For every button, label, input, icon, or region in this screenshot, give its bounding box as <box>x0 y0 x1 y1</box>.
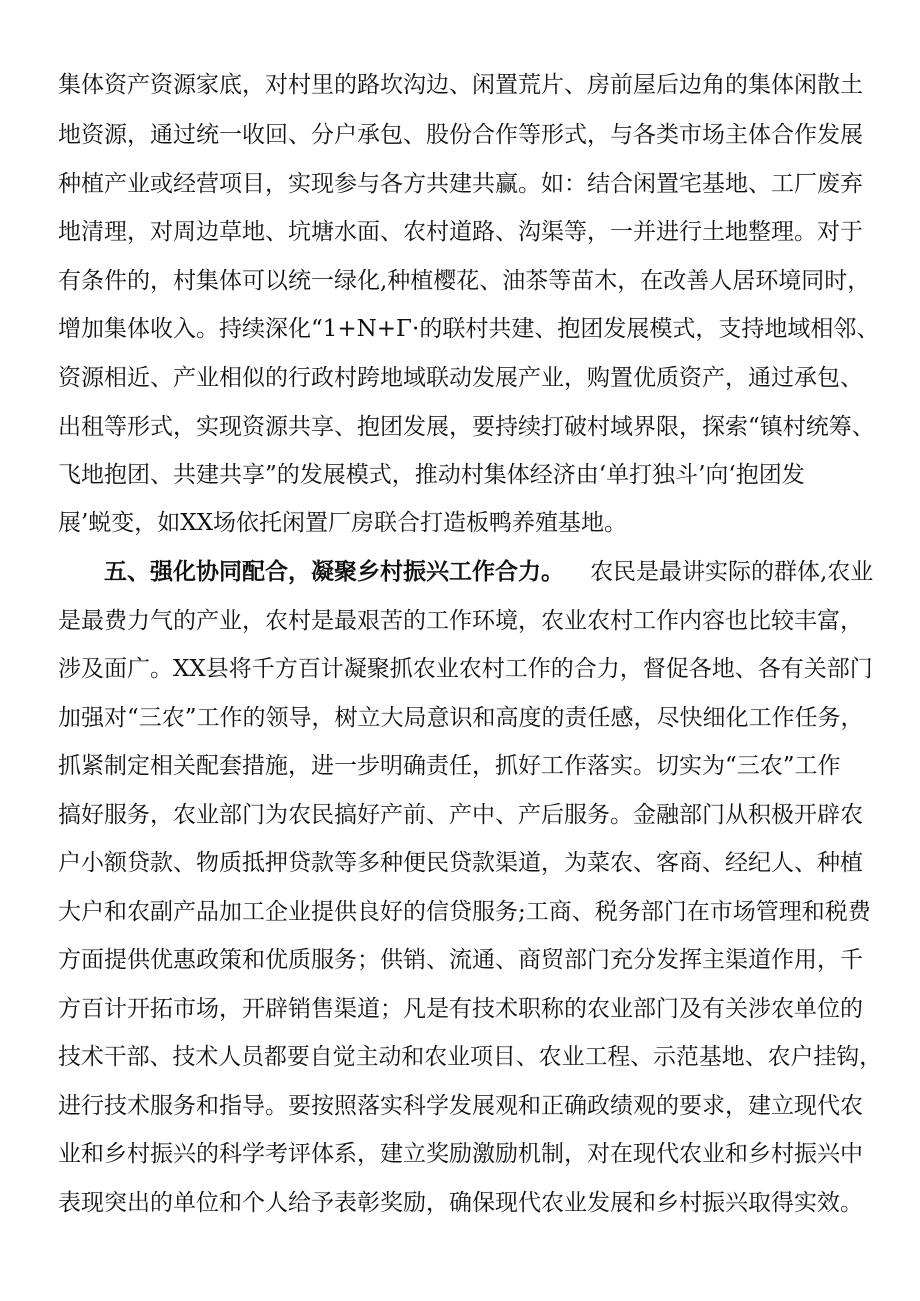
text-line-content: 涉及面广。XX县将千方百计凝聚抓农业农村工作的合力，督促各地、各有关部门 <box>58 656 873 682</box>
text-line <box>0 61 920 109</box>
text-line-content: 有条件的，村集体可以统一绿化,种植樱花、油茶等苗木，在改善人居环境同时， <box>58 268 871 294</box>
text-line <box>0 936 920 984</box>
text-line <box>0 160 920 208</box>
text-line-content: 增加集体收入。持续深化“1+N+Γ·的联村共建、抱团发展模式，支持地域相邻、 <box>58 316 880 342</box>
text-line <box>0 111 920 159</box>
text-line-content: 农民是最讲实际的群体,农业 <box>590 559 874 585</box>
text-line <box>0 1082 920 1130</box>
text-line-content: 展’蜕变，如XX场依托闲置厂房联合打造板鸭养殖基地。 <box>58 510 628 536</box>
text-line-content: 地资源，通过统一收回、分户承包、股份合作等形式，与各类市场主体合作发展 <box>58 122 863 148</box>
text-line-content: 地清理，对周边草地、坑塘水面、农村道路、沟渠等，一并进行土地整理。对于 <box>58 219 863 245</box>
text-line-content: 进行技术服务和指导。要按照落实科学发展观和正确政绩观的要求，建立现代农 <box>58 1093 863 1119</box>
section-heading: 五、强化协同配合，凝聚乡村振兴工作合力。 <box>104 558 564 585</box>
text-line-content: 业和乡村振兴的科学考评体系，建立奖励激励机制，对在现代农业和乡村振兴中 <box>58 1141 863 1167</box>
text-line <box>0 499 920 547</box>
text-line-content: 飞地抱团、共建共享”的发展模式，推动村集体经济由‘单打独斗’向‘抱团发 <box>58 462 805 488</box>
text-line <box>0 451 920 499</box>
text-line <box>0 888 920 936</box>
text-line <box>0 694 920 742</box>
text-line-content: 种植产业或经营项目，实现参与各方共建共赢。如：结合闲置宅基地、工厂废弃 <box>58 171 863 197</box>
text-line <box>0 354 920 402</box>
text-line <box>0 208 920 256</box>
text-line <box>0 742 920 790</box>
text-line-content: 方百计开拓市场，开辟销售渠道；凡是有技术职称的农业部门及有关涉农单位的 <box>58 996 863 1022</box>
text-line-content: 是最费力气的产业，农村是最艰苦的工作环境，农业农村工作内容也比较丰富， <box>58 608 863 634</box>
text-line-content: 资源相近、产业相似的行政村跨地域联动发展产业，购置优质资产，通过承包、 <box>58 365 863 391</box>
text-line <box>0 1179 920 1227</box>
text-line-content: 技术干部、技术人员都要自觉主动和农业项目、农业工程、示范基地、农户挂钩， <box>58 1044 883 1070</box>
text-line-content: 方面提供优惠政策和优质服务；供销、流通、商贸部门充分发挥主渠道作用，千 <box>58 947 863 973</box>
text-line <box>0 403 920 451</box>
text-line-content: 加强对“三农”工作的领导，树立大局意识和高度的责任感，尽快细化工作任务， <box>58 705 864 731</box>
text-line <box>0 985 920 1033</box>
text-line <box>0 257 920 305</box>
text-line <box>0 548 920 596</box>
text-line-content: 出租等形式，实现资源共享、抱团发展，要持续打破村域界限，探索“镇村统筹、 <box>58 414 875 440</box>
text-line <box>0 597 920 645</box>
text-line <box>0 1130 920 1178</box>
text-line-content: 抓紧制定相关配套措施，进一步明确责任，抓好工作落实。切实为“三农”工作 <box>58 753 841 779</box>
text-line <box>0 839 920 887</box>
text-line-content: 表现突出的单位和个人给予表彰奖励，确保现代农业发展和乡村振兴取得实效。 <box>58 1190 863 1216</box>
text-line <box>0 305 920 353</box>
text-line-content: 户小额贷款、物质抵押贷款等多种便民贷款渠道，为菜农、客商、经纪人、种植 <box>58 850 863 876</box>
text-line <box>0 1033 920 1081</box>
text-line <box>0 791 920 839</box>
text-line <box>0 645 920 693</box>
text-line-content: 大户和农副产品加工企业提供良好的信贷服务;工商、税务部门在市场管理和税费 <box>58 899 871 925</box>
text-line-content: 集体资产资源家底，对村里的路坎沟边、闲置荒片、房前屋后边角的集体闲散土 <box>58 72 863 98</box>
text-line-content: 搞好服务，农业部门为农民搞好产前、产中、产后服务。金融部门从积极开辟农 <box>58 802 863 828</box>
